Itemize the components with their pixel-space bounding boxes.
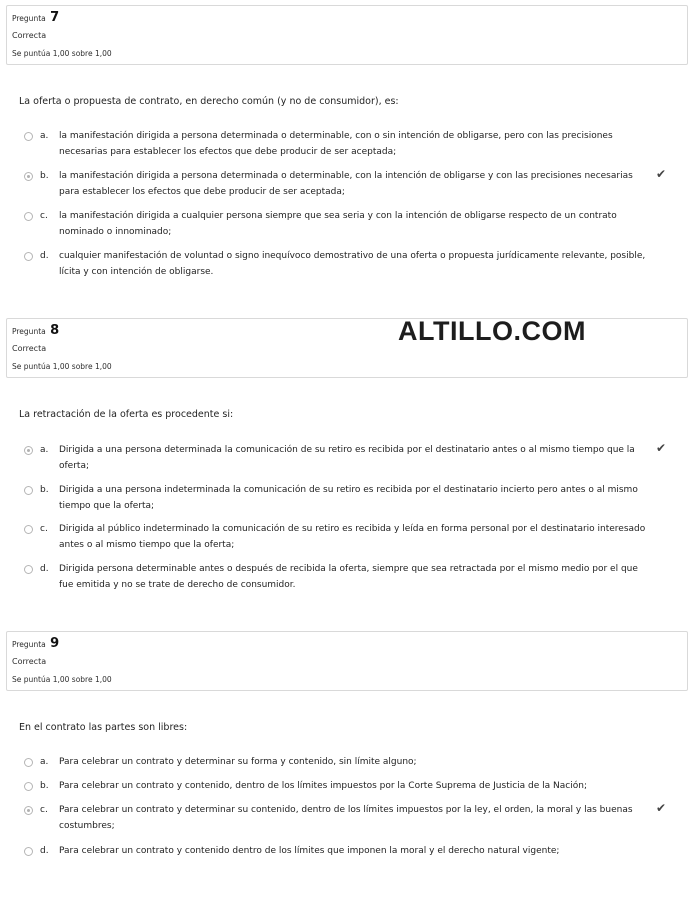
correct-check-icon: ✔: [656, 801, 667, 815]
question-state: Correcta: [12, 31, 47, 40]
answer-text: Dirigida al público indeterminado la comunicación de su retiro es recibida y leída en forma personal por el destinatario interesado antes o al mismo tiempo que la oferta;: [59, 524, 646, 550]
answer-letter: a.: [40, 131, 49, 141]
answer-letter: d.: [40, 251, 49, 261]
question-grade: Se puntúa 1,00 sobre 1,00: [12, 362, 112, 371]
question-text-9: En el contrato las partes son libres:: [19, 722, 188, 733]
question-info-7: [6, 5, 688, 65]
answer-letter: a.: [40, 757, 49, 767]
radio-button-selected[interactable]: [24, 172, 33, 181]
question-number: 8: [50, 323, 60, 338]
question-label: Pregunta: [12, 14, 46, 23]
question-grade: Se puntúa 1,00 sobre 1,00: [12, 675, 112, 684]
radio-button[interactable]: [24, 212, 33, 221]
radio-button[interactable]: [24, 252, 33, 261]
answer-text: Para celebrar un contrato y determinar su contenido, dentro de los límites impuestos por la ley, el orden, la moral y las buenas costumbres;: [59, 805, 633, 831]
question-number-line: [12, 323, 59, 338]
question-state: Correcta: [12, 657, 47, 666]
answer-letter: b.: [40, 171, 49, 181]
answer-text: Dirigida a una persona indeterminada la comunicación de su retiro es recibida por el destinatario incierto pero antes o al mismo tiempo que la oferta;: [59, 485, 638, 511]
question-text-7: La oferta o propuesta de contrato, en derecho común (y no de consumidor), es:: [19, 96, 399, 107]
answer-text: Para celebrar un contrato y contenido dentro de los límites que imponen la moral y el derecho natural vigente;: [59, 846, 560, 856]
radio-button[interactable]: [24, 486, 33, 495]
question-label: Pregunta: [12, 327, 46, 336]
radio-button-selected[interactable]: [24, 446, 33, 455]
question-state: Correcta: [12, 344, 47, 353]
question-number: 7: [50, 10, 60, 25]
answer-letter: d.: [40, 564, 49, 574]
correct-check-icon: ✔: [656, 167, 667, 181]
answer-letter: a.: [40, 445, 49, 455]
question-grade: Se puntúa 1,00 sobre 1,00: [12, 49, 112, 58]
question-text-8: La retractación de la oferta es procedente si:: [19, 409, 234, 420]
answer-text: Dirigida persona determinable antes o después de recibida la oferta, siempre que sea retractada por el mismo medio por el que fue emitida y no se trate de derecho de consumidor.: [59, 564, 638, 590]
radio-button-selected[interactable]: [24, 806, 33, 815]
answer-text: la manifestación dirigida a persona determinada o determinable, con o sin intención de obligarse, pero con las precisiones necesarias para establecer los efectos que debe producir de ser aceptada;: [59, 131, 613, 157]
answer-text: Para celebrar un contrato y contenido, dentro de los límites impuestos por la Corte Suprema de Justicia de la Nación;: [59, 781, 587, 791]
radio-button[interactable]: [24, 782, 33, 791]
question-number-line: [12, 636, 59, 651]
answer-text: cualquier manifestación de voluntad o signo inequívoco demostrativo de una oferta o propuesta jurídicamente relevante, posible, lícita y con intención de obligarse.: [59, 251, 646, 277]
question-number: 9: [50, 636, 60, 651]
question-label: Pregunta: [12, 640, 46, 649]
answer-letter: b.: [40, 781, 49, 791]
radio-button[interactable]: [24, 565, 33, 574]
radio-button[interactable]: [24, 132, 33, 141]
answer-text: la manifestación dirigida a cualquier persona siempre que sea seria y con la intención de obligarse respecto de un contrato nominado o innominado;: [59, 211, 617, 237]
question-info-9: [6, 631, 688, 691]
answer-letter: c.: [40, 211, 48, 221]
answer-text: la manifestación dirigida a persona determinada o determinable, con la intención de obligarse y con las precisiones necesarias para establecer los efectos que debe producir de ser aceptada;: [59, 171, 633, 197]
radio-button[interactable]: [24, 847, 33, 856]
answer-letter: b.: [40, 485, 49, 495]
correct-check-icon: ✔: [656, 441, 667, 455]
answer-letter: c.: [40, 805, 48, 815]
answer-text: Para celebrar un contrato y determinar su forma y contenido, sin límite alguno;: [59, 757, 417, 767]
answer-letter: d.: [40, 846, 49, 856]
question-number-line: [12, 10, 59, 25]
radio-button[interactable]: [24, 758, 33, 767]
radio-button[interactable]: [24, 525, 33, 534]
answer-text: Dirigida a una persona determinada la comunicación de su retiro es recibida por el destinatario antes o al mismo tiempo que la oferta;: [59, 445, 635, 471]
altillo-watermark-logo: ALTILLO.COM: [398, 316, 586, 346]
answer-letter: c.: [40, 524, 48, 534]
